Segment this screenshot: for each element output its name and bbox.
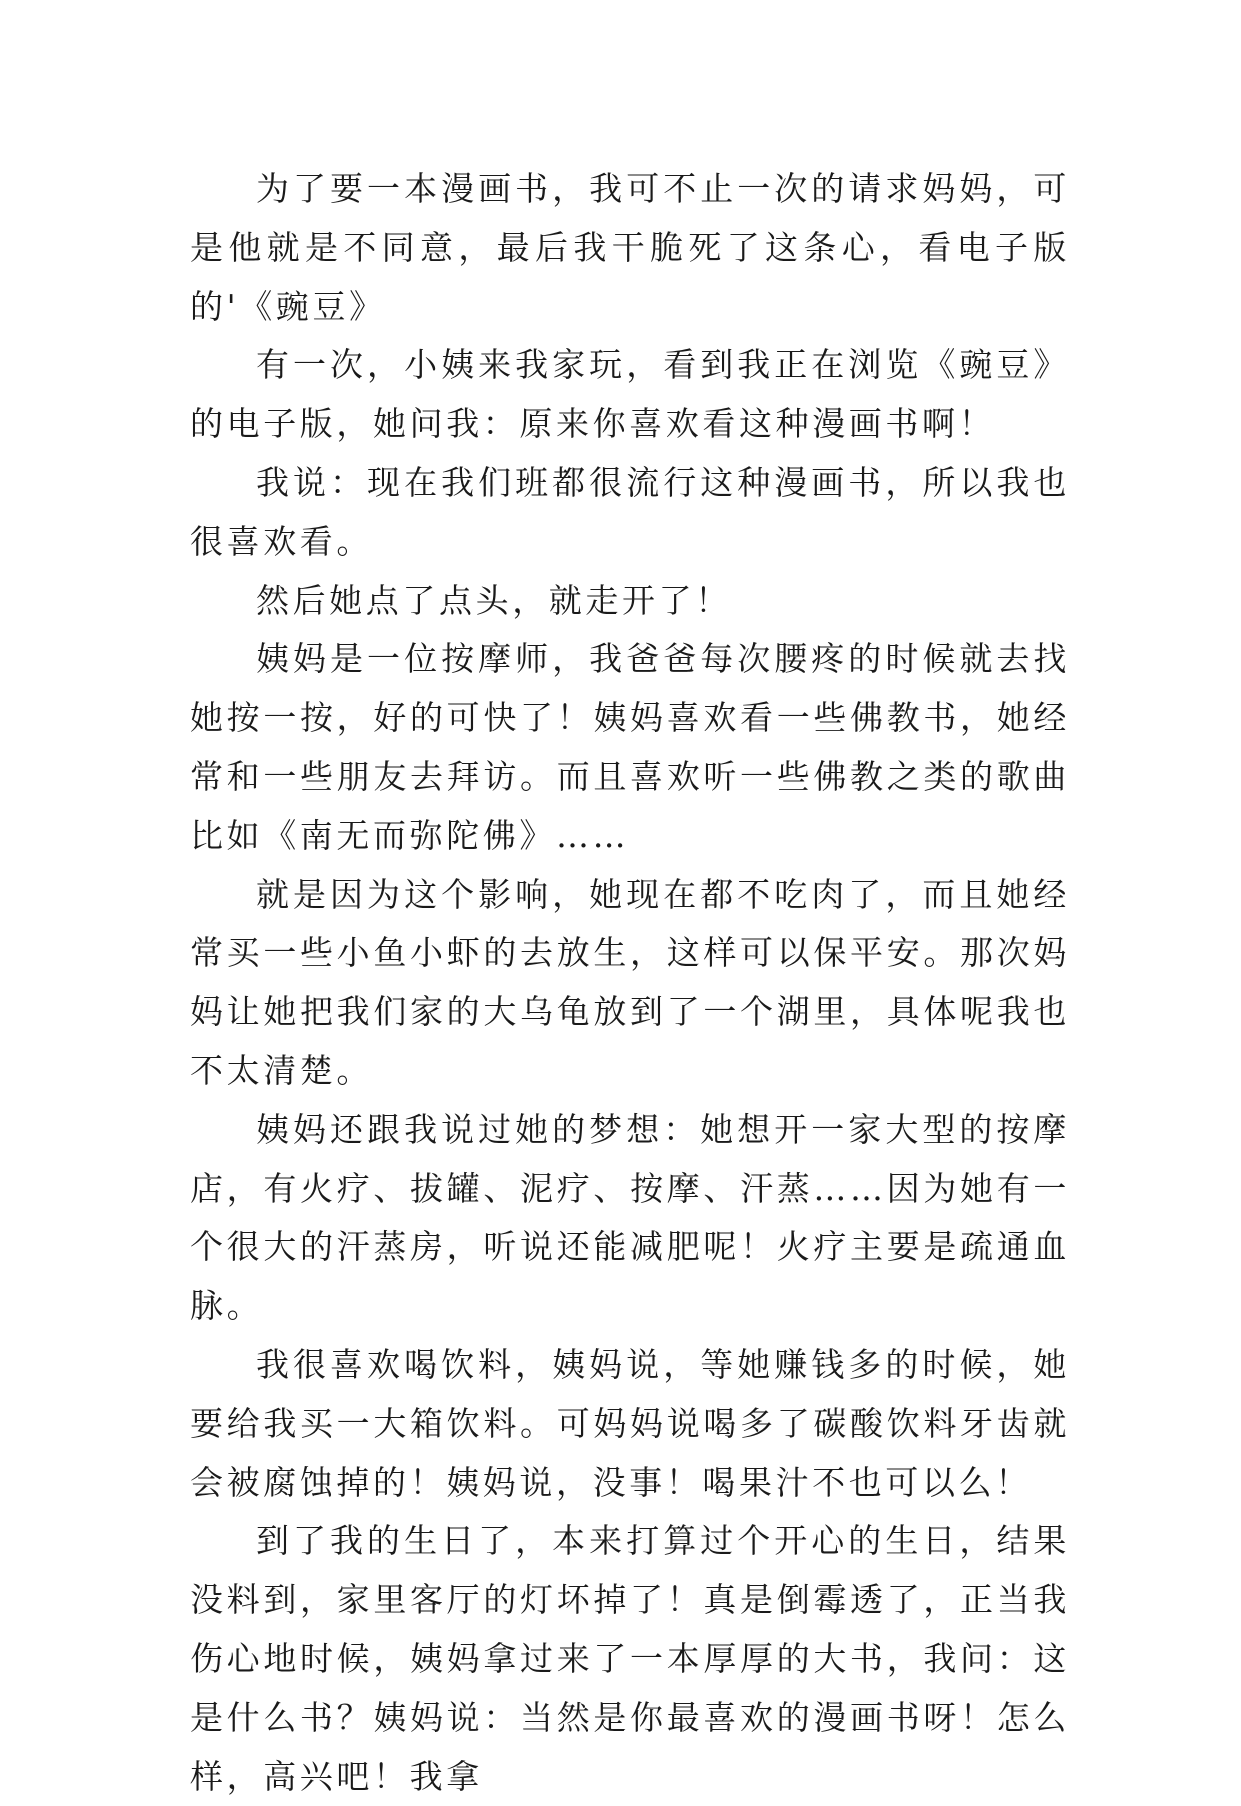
document-body bbox=[190, 160, 1070, 1806]
paragraph-4: 然后她点了点头，就走开了！ bbox=[256, 580, 732, 620]
paragraph-5: 姨妈是一位按摩师，我爸爸每次腰疼的时候就去找她按一按，好的可快了！姨妈喜欢看一些佛教书，她经常和一些朋友去拜访。而且喜欢听一些佛教之类的歌曲比如《南无而弥陀佛》…… bbox=[190, 639, 1070, 855]
paragraph-6: 就是因为这个影响，她现在都不吃肉了，而且她经常买一些小鱼小虾的去放生，这样可以保平安。那次妈妈让她把我们家的大乌龟放到了一个湖里，具体呢我也不太清楚。 bbox=[190, 874, 1070, 1090]
paragraph-3: 我说：现在我们班都很流行这种漫画书，所以我也很喜欢看。 bbox=[190, 462, 1070, 561]
paragraph-2: 有一次，小姨来我家玩，看到我正在浏览《豌豆》的电子版，她问我：原来你喜欢看这种漫画书啊！ bbox=[190, 345, 1070, 444]
paragraph-9: 到了我的生日了，本来打算过个开心的生日，结果没料到，家里客厅的灯坏掉了！真是倒霉透了，正当我伤心地时候，姨妈拿过来了一本厚厚的大书，我问：这是什么书？姨妈说：当然是你最喜欢的漫画书呀！怎么样，高兴吧！我拿 bbox=[190, 1521, 1070, 1796]
paragraph-7: 姨妈还跟我说过她的梦想：她想开一家大型的按摩店，有火疗、拔罐、泥疗、按摩、汗蒸……因为她有一个很大的汗蒸房，听说还能减肥呢！火疗主要是疏通血脉。 bbox=[190, 1109, 1070, 1326]
paragraph-8: 我很喜欢喝饮料，姨妈说，等她赚钱多的时候，她要给我买一大箱饮料。可妈妈说喝多了碳酸饮料牙齿就会被腐蚀掉的！姨妈说，没事！喝果汁不也可以么！ bbox=[190, 1344, 1070, 1502]
paragraph-1: 为了要一本漫画书，我可不止一次的请求妈妈，可是他就是不同意，最后我干脆死了这条心，看电子版的'《豌豆》 bbox=[190, 169, 1070, 326]
